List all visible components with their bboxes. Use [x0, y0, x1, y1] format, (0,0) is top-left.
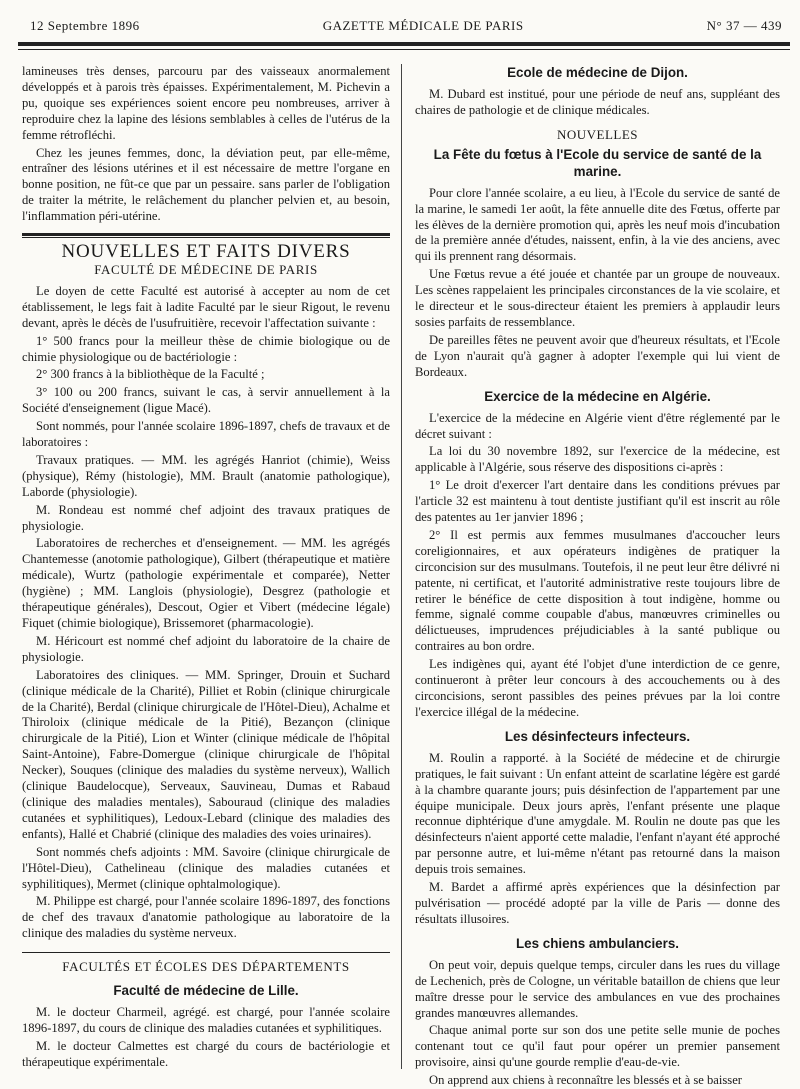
paragraph: On peut voir, depuis quelque temps, circuler dans les rues du village de Lechenich, près de Cologne, un véritable bataillon de chiens que leur maître dresse pour le service des ambulances en vue des prochaines grandes manœuvres allemandes. — [415, 957, 780, 1020]
header-issue: N° 37 — 439 — [706, 18, 782, 33]
header-rule-thick — [18, 42, 790, 46]
paragraph: M. Roulin a rapporté. à la Société de médecine et de chirurgie pratiques, le fait suivant : Un enfant atteint de scarlatine légère est gardé à la chambre quarante jours; puis désinfection de l'appartement par une équipe municipale. Deux jours après, l'enfant présente une plaque reconnue diphtérique d'une amygdale. M. Roulin ne doute pas que les désinfecteurs n'aient apporté cette maladie, l'enfant n'ayant été approché par personne autre, et lui-même n'étant pas retourné dans la maison depuis trois semaines. — [415, 750, 780, 877]
heading-lille: Faculté de médecine de Lille. — [113, 983, 299, 999]
paragraph: Pour clore l'année scolaire, a eu lieu, à l'Ecole du service de santé de la marine, le samedi 1er août, la fête annuelle dite des Fœtus, offerte par les élèves de la dernière promotion qui, après les neuf mois d'incubation de la première année d'études, naissent, enfin, à la vie des anciens, avec qui ils prennent rang désormais. — [415, 185, 780, 264]
subsection-title-faculte: FACULTÉ DE MÉDECINE DE PARIS — [94, 261, 318, 277]
header-rule-thin — [18, 49, 790, 50]
paragraph: Chaque animal porte sur son dos une petite selle munie de poches contenant tout ce qu'il faut pour opérer un premier pansement provisoire, ainsi qu'une gourde remplie d'eau-de-vie. — [415, 1023, 780, 1070]
heading-algerie: Exercice de la médecine en Algérie. — [484, 388, 711, 404]
heading-fete-foetus: La Fête du fœtus à l'Ecole du service de santé de la marine. — [433, 146, 762, 179]
column-divider — [401, 64, 402, 1069]
heading-nouvelles: NOUVELLES — [556, 126, 639, 142]
paragraph: M. Bardet a affirmé après expériences que la désinfection par pulvérisation — procédé adopté par la ville de Paris — donne des résultats illusoires. — [415, 880, 780, 926]
paragraph: Sont nommés, pour l'année scolaire 1896-1897, chefs de travaux et de laboratoires : — [22, 419, 390, 450]
paragraph: De pareilles fêtes ne peuvent avoir que d'heureux résultats, et l'Ecole de Lyon n'aurait qu'à gagner à adopter l'exemple qui lui vient de Bordeaux. — [415, 332, 780, 379]
paragraph: Chez les jeunes femmes, donc, la déviation peut, par elle-même, entraîner des lésions utérines et il est nécessaire de mettre l'organe en bonne position, ne fût-ce que par un pessaire. sans parler de l'obligation de traiter la métrite, le relâchement du plancher pelvien et, au besoin, l'inflammation péri-utérine. — [22, 145, 390, 224]
paragraph: Laboratoires de recherches et d'enseignement. — MM. les agrégés Chantemesse (anotomie pathologique), Gilbert (thérapeutique et matière médicale), Wurtz (pathologie expérimentale et comparée), Netter (hygiène) ; MM. Langlois (physiologie), Desgrez (pathologie et thérapeutique générales), Descout, Ogier et Vibert (médecine légale) Fiquet (chimie biologique), Brissemoret (pharmacologie). — [22, 536, 390, 630]
paragraph: 3° 100 ou 200 francs, suivant le cas, à servir annuellement à la Société d'enseignement (ligue Macé). — [22, 385, 390, 416]
right-column — [415, 64, 780, 1088]
paragraph: M. Dubard est institué, pour une période de neuf ans, suppléant des chaires de pathologie et de clinique médicales. — [415, 87, 780, 117]
paragraph: Laboratoires des cliniques. — MM. Springer, Drouin et Suchard (clinique médicale de la Charité), Pilliet et Robin (clinique chirurgicale de la Charité), Berdal (clinique chirurgicale de l'Hôtel-Dieu), Achalme et Thiroloix (clinique médicale de la Pitié), Bezançon (clinique chirurgicale de la Pitié), Lion et Winter (clinique médicale de l'hôpital Saint-Antoine), Fabre-Domergue (clinique chirurgicale de l'hôpital Necker), Souques (clinique des maladies du système nerveux), Wallich (clinique Baudelocque), Serveaux, Sauvineau, Dumas et Rabaud (clinique des maladies mentales), Sabouraud (clinique des maladies cutanées et syphilitiques), Ledoux-Lebard (clinique des maladies des enfants), Hallé et Chabrié (clinique des maladies des voies urinaires). — [22, 667, 390, 841]
heading-desinfecteurs: Les désinfecteurs infecteurs. — [504, 728, 691, 744]
subsection-title-departements: FACULTÉS ET ÉCOLES DES DÉPARTEMENTS — [62, 959, 350, 975]
section-separator — [22, 952, 390, 953]
paragraph: Sont nommés chefs adjoints : MM. Savoire (clinique chirurgicale de l'Hôtel-Dieu), Cathelineau (clinique des maladies cutanées et syphilitiques), Mermet (clinique ophtalmologique). — [22, 844, 390, 891]
paragraph: Une Fœtus revue a été jouée et chantée par un groupe de nouveaux. Les scènes rappelaient les principales circonstances de la vie scolaire, et le directeur et le sous-directeur étaient les premiers à applaudir leurs sosies parfaits de ressemblance. — [415, 267, 780, 329]
paragraph: M. le docteur Calmettes est chargé du cours de bactériologie et thérapeutique expérimentale. — [22, 1038, 390, 1069]
paragraph: M. Héricourt est nommé chef adjoint du laboratoire de la chaire de physiologie. — [22, 633, 390, 664]
paragraph: Les indigènes qui, ayant été l'objet d'une interdiction de ce genre, continueront à prêter leur concours à des accouchements ou à des circoncisions, seront passibles des peines prévues par la loi contre l'exercice illégal de la médecine. — [415, 657, 780, 719]
paragraph: Le doyen de cette Faculté est autorisé à accepter au nom de cet établissement, le legs fait à ladite Faculté par le sieur Rigout, le revenu devant, après le décès de l'usufruitière, recevoir l'affectation suivante : — [22, 283, 390, 330]
paragraph: 1° 500 francs pour la meilleur thèse de chimie biologique ou de chimie physiologique ou de bactériologie : — [22, 333, 390, 364]
paragraph: On apprend aux chiens à reconnaître les blessés et à se baisser — [429, 1073, 742, 1088]
header-date: 12 Septembre 1896 — [30, 18, 140, 33]
header-journal: GAZETTE MÉDICALE DE PARIS — [322, 18, 524, 33]
paragraph: 2° 300 francs à la bibliothèque de la Faculté ; — [36, 367, 265, 382]
paragraph: M. le docteur Charmeil, agrégé. est chargé, pour l'année scolaire 1896-1897, du cours de clinique des maladies cutanées et syphilitiques. — [22, 1005, 390, 1035]
paragraph: lamineuses très denses, parcouru par des vaisseaux anormalement développés et à parois très épaisses. Expérimentalement, M. Pichevin a pu, quoique ses expériences soient encore peu nombreuses, arriver à reproduire chez la lapine des lésions semblables à celles de l'utérus de la femme rétrofléchi. — [22, 64, 390, 142]
section-separator — [22, 233, 390, 238]
section-title-nouvelles: NOUVELLES ET FAITS DIVERS — [61, 241, 351, 263]
paragraph: M. Rondeau est nommé chef adjoint des travaux pratiques de physiologie. — [22, 502, 390, 533]
paragraph: 1° Le droit d'exercer l'art dentaire dans les conditions prévues par l'article 32 est maintenu à tout dentiste justifiant qu'il est inscrit au rôle des patentes au 1er janvier 1896 ; — [415, 478, 780, 525]
left-column — [22, 64, 390, 1069]
heading-dijon: Ecole de médecine de Dijon. — [507, 65, 688, 80]
heading-chiens: Les chiens ambulanciers. — [516, 935, 679, 951]
paragraph: La loi du 30 novembre 1892, sur l'exercice de la médecine, est applicable à l'Algérie, sous réserve des dispositions ci-après : — [415, 444, 780, 475]
page-header — [30, 18, 782, 40]
paragraph: M. Philippe est chargé, pour l'année scolaire 1896-1897, des fonctions de chef des travaux d'anatomie pathologique au laboratoire de la clinique des maladies du système nerveux. — [22, 894, 390, 941]
paragraph: 2° Il est permis aux femmes musulmanes d'accoucher leurs coreligionnaires, et aux opérateurs indigènes de pratiquer la circoncision sur des musulmans. Toutefois, il ne peut leur être délivré ni patente, ni certificat, et l'autorité administrative reste toujours libre de retirer le bénéfice de cette disposition à tout indigène, homme ou femme, signalé comme coupable d'abus, manœuvres criminelles ou délictueuses, imprudences préjudiciables à la santé publique ou contraires au bon ordre. — [415, 527, 780, 654]
paragraph: Travaux pratiques. — MM. les agrégés Hanriot (chimie), Weiss (physique), Rémy (histologie), MM. Brault (anatomie pathologique), Laborde (physiologie). — [22, 452, 390, 499]
paragraph: L'exercice de la médecine en Algérie vient d'être réglementé par le décret suivant : — [415, 410, 780, 441]
